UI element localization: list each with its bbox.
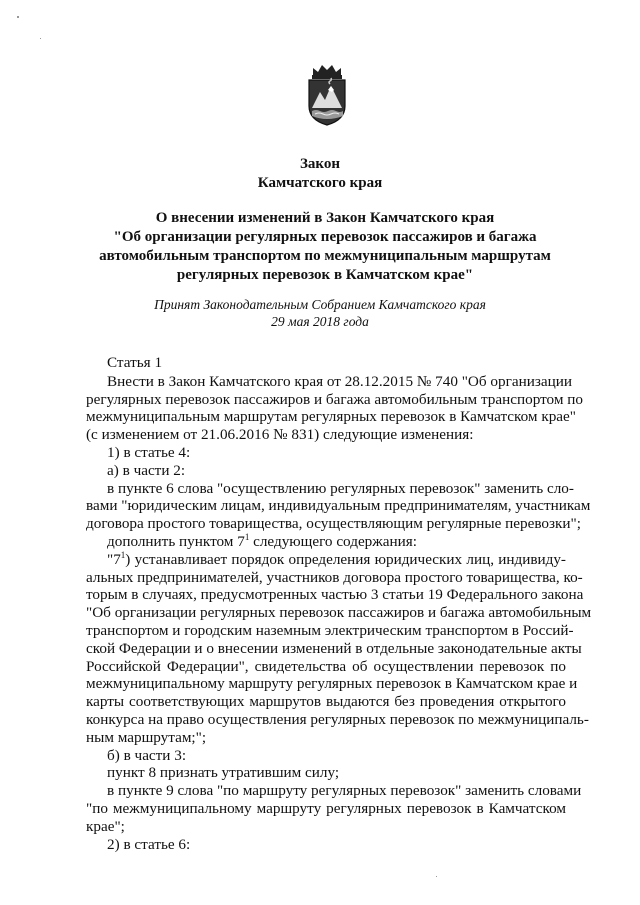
text-line: 1) в статье 4:	[107, 443, 191, 461]
text-line: а) в части 2:	[107, 461, 186, 479]
text-line: регулярных перевозок пассажиров и багажа автомобильным транспортом по	[86, 390, 583, 408]
scan-speck	[40, 38, 41, 39]
text-line: торым в случаях, предусмотренных частью 3 статьи 19 Федерального закона	[86, 586, 584, 604]
adoption-body: Принят Законодательным Собранием Камчатского края	[154, 297, 486, 312]
subject-line: регулярных перевозок в Камчатском крае"	[176, 267, 474, 283]
text-line: межмуниципальным маршрутам регулярных перевозок в Камчатском крае"	[86, 408, 576, 426]
text-line: "Об организации регулярных перевозок пассажиров и багажа автомобильным	[86, 604, 592, 622]
text-fragment: следующего содержания:	[249, 532, 417, 550]
superscript: 1	[244, 531, 250, 542]
text-line: крае";	[86, 817, 125, 835]
text-line: вами "юридическим лицам, индивидуальным предпринимателям, участникам	[86, 497, 591, 515]
text-line	[86, 533, 566, 551]
text-line: (с изменением от 21.06.2016 № 831) следующие изменения:	[86, 426, 474, 444]
text-line: ской Федерации и о внесении изменений в отдельные законодательные акты	[86, 639, 582, 657]
text-line: альных предпринимателей, участников договора простого товарищества, ко-	[86, 568, 583, 586]
text-line: Внести в Закон Камчатского края от 28.12.2015 № 740 "Об организации	[107, 372, 572, 390]
article-heading: Статья 1	[107, 354, 163, 371]
superscript: 1	[120, 549, 126, 560]
text-fragment: "7	[107, 550, 121, 568]
text-line: Российской Федерации", свидетельства об осуществлении перевозок по	[86, 657, 566, 675]
scan-speck	[436, 876, 437, 877]
text-line: межмуниципальному маршруту регулярных перевозок в Камчатском крае и	[86, 675, 578, 693]
text-line: пункт 8 признать утратившим силу;	[107, 764, 340, 782]
law-title: Закон	[299, 156, 340, 172]
text-line: в пункте 9 слова "по маршруту регулярных перевозок" заменить словами	[107, 782, 582, 800]
text-line: карты соответствующих маршрутов выдаются без проведения открытого	[86, 693, 566, 711]
text-line: 2) в статье 6:	[107, 835, 191, 853]
adoption-note	[0, 296, 640, 330]
scan-speck	[17, 16, 19, 18]
text-line	[86, 551, 566, 569]
adoption-date: 29 мая 2018 года	[271, 314, 369, 329]
subject-line: О внесении изменений в Закон Камчатского края	[155, 210, 495, 226]
subject-line: автомобильным транспортом по межмуниципальным маршрутам	[99, 248, 551, 264]
law-subject	[90, 209, 560, 285]
text-line: транспортом и городским наземным электрическим транспортом в Россий-	[86, 621, 574, 639]
subject-line: "Об организации регулярных перевозок пассажиров и багажа	[113, 229, 537, 245]
text-line: "по межмуниципальному маршруту регулярных перевозок в Камчатском	[86, 799, 566, 817]
text-line: ным маршрутам;";	[86, 728, 207, 746]
article-body	[86, 354, 592, 853]
text-line: в пункте 6 слова "осуществлению регулярных перевозок" заменить сло-	[107, 479, 574, 497]
kamchatka-coat-of-arms-icon	[303, 62, 351, 127]
text-line: б) в части 3:	[107, 746, 187, 764]
text-line: договора простого товарищества, осуществляющим регулярные перевозки";	[86, 515, 581, 533]
text-line: конкурса на право осуществления регулярных перевозок по межмуниципаль-	[86, 710, 589, 728]
law-region: Камчатского края	[257, 175, 383, 191]
text-fragment: ) устанавливает порядок определения юридических лиц, индивиду-	[125, 550, 566, 568]
text-fragment: дополнить пунктом 7	[107, 532, 245, 550]
